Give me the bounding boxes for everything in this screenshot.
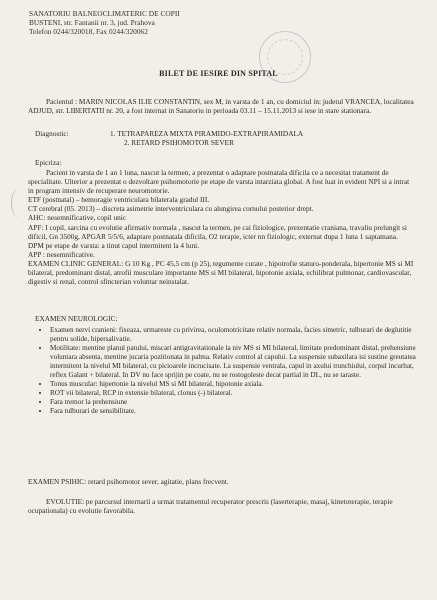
faint-stamp-text [249,0,400,33]
epicriza-line-app: APP : nesemnificative. [28,249,95,259]
patient-paragraph: Pacientul : MARIN NICOLAS ILIE CONSTANTIN, sex M, in varsta de 1 an, cu domiciul in: judetul VRANCEA, localitatea ADJUD, str. LIBERTATII nr. 20, a fost internat in Sanatoriu in perioada 03.11 – 15.11.2013 si iese in stare stationara. [28,97,414,116]
diagnostic-label: Diagnostic: [35,129,69,138]
diagnostic-item-2: 2. RETARD PSIHOMOTOR SEVER [124,138,234,147]
epicriza-line-apf: APF: I copil, sarcina cu evolutie afirmativ normala , nascut la termen, pe cai fiziologice, prezentatie craniana, travaliu prelungit si dificil, Gn 3500g, APGAR 5/5/6, adaptare postnatala dificila, O2 terapie, icter nn fiziologic, externat dupa 1 luna 1 saptamana. [28,222,407,241]
epicriza-line-etf: ETF (postnatal) – hemoragie ventriculara bilaterala gradul III. [28,195,210,205]
neuro-item-motility: • Motilitate: mentine planul patului, miscari antigravitationale la niv MS si MI bilateral, limitate predominant distal, prehensiune voluntara absenta, mentine jucaria pozitionata in palma. Relativ control al capului. La suspensie subaxilara isi sustine greutatea intermitent la nivelul MI bilateral, cu picioarele incrucisate. La suspensie ventrala, capul in axului trunchiului, corpul incurbat, reflex Galant + bilateral. In DV nu face sprijin pe coate, nu se rostogoleste decat partial in DL, nu se taraste. [50,344,425,380]
neuro-item-tremor: • Fara tremor la prehensiune [50,398,425,407]
evolutie-section [28,497,416,515]
epicriza-body [28,168,416,286]
epicriza-intro: Pacient in varsta de 1 an 1 luna, nascut la termen, a prezentat o adaptare postnatala dificila ce a necesitat tratament de specialitate. Ulterior a prezentat o dezvoltare psihomotorie pe etape de varsta intarziata global. A fost luat in evident NPI si a intrat in program intensiv de recuperare neuromotorie. [28,168,410,196]
evolutie-paragraph: EVOLUTIE: pe parcursul internarii a urmat tratamentul recuperator prescris (laserterapie, masaj, kinetoterapie, terapie ocupationala) cu evolutie favorabila. [28,497,393,516]
neuro-list [36,326,425,416]
document-title: BILET DE IESIRE DIN SPITAL [159,69,278,78]
epicriza-line-dpm: DPM pe etape de varsta: a tinut capul intermitent la 4 luni. [28,240,200,250]
institution-address: BUSTENI, str. Fantanii nr. 3, jud. Prahova [29,18,155,28]
margin-mark [11,188,28,218]
neuro-item-rot: • ROT vii bilateral, RCP in extensie bilateral, clonus (-) bilateral. [50,389,425,398]
epicriza-line-ahc: AHC: nesemnificative, copil unic [28,213,127,223]
institution-header [29,9,180,37]
diagnostic-item-1: 1. TETRAPAREZA MIXTA PIRAMIDO-EXTRAPIRAMIDALA [110,129,304,138]
epicriza-line-clinic: EXAMEN CLINIC GENERAL: G 10 Kg , PC 45,5 cm (p 25), tegumente curate , hipotrofie staturo-ponderala, hipertonie MS si MI bilateral, predominant distal, atrofii musculare importante MS si MI bilateral, hipotonie axiala, echilibrat pulmonar, cardiovascular, digestiv si renal, control sfincterian voluntar neinstalat. [28,258,414,287]
institution-phone: Telefon 0244/320018, Fax 0244/320062 [29,27,148,37]
institution-name: SANATORIU BALNEOCLIMATERIC DE COPII [29,9,180,18]
neuro-item-cranial: • Examen nervi cranieni: fixeaza, urmareste cu privirea, oculomotricitate relativ normala, facies simetric, tulburari de deglutitie pentru solide, hipersalivatie. [50,326,425,344]
neuro-item-sensibility: • Fara tulburari de sensibilitate. [50,407,425,416]
diagnostic-block [35,129,304,147]
neuro-item-tonus: • Tonus muscular: hipertonie la nivelul MS si MI bilateral, hipotonie axiala. [50,380,425,389]
patient-info [28,97,416,115]
psihic-section: EXAMEN PSIHIC: retard psihomotor sever, agitatie, plans frecvent. [28,477,229,486]
epicriza-label: Epicriza: [35,158,62,167]
epicriza-line-ct: CT cerebral (05. 2013) – discreta asimetrie interventriculara cu alungirea cornului posterior drept. [28,204,314,214]
neuro-label: EXAMEN NEUROLOGIC: [35,314,118,323]
